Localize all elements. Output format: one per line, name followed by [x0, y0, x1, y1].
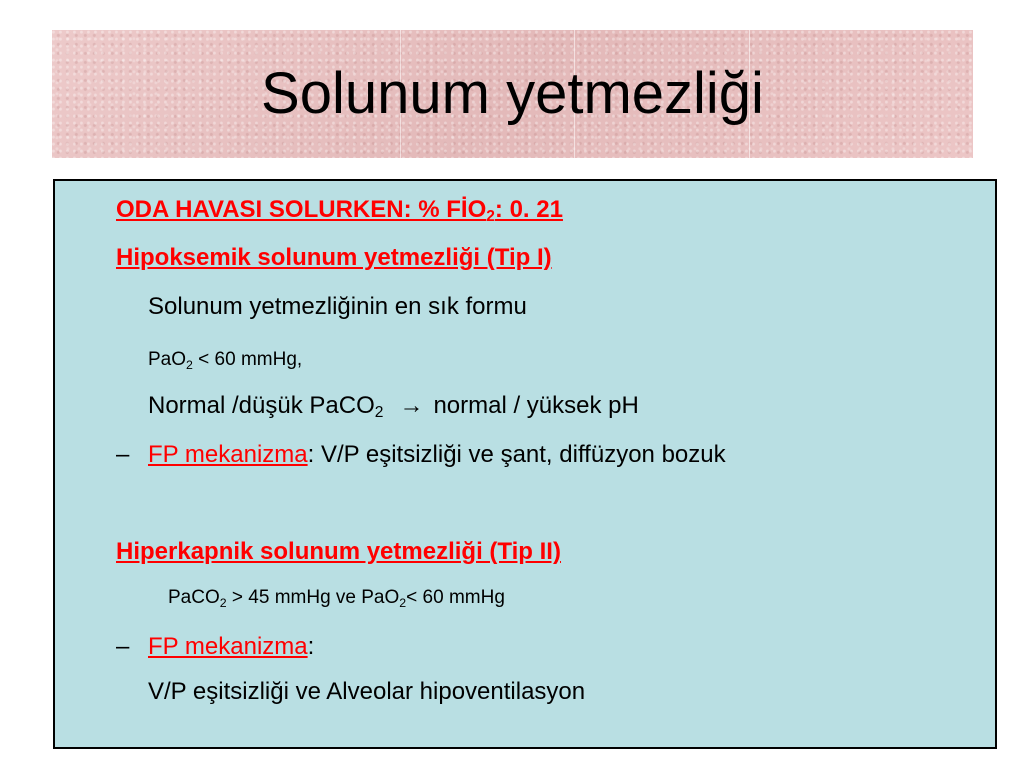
pao2-value: < 60 mmHg,: [192, 349, 303, 370]
dash-bullet: –: [116, 441, 130, 468]
room-air-suffix: : 0. 21: [494, 196, 563, 223]
type2-pao2-subscript: 2: [399, 596, 407, 610]
type2-mechanism-label: FP mekanizma: [148, 633, 308, 660]
content-box: [53, 179, 997, 749]
type2-criteria: [168, 583, 505, 613]
type1-mechanism-label: FP mekanizma: [148, 441, 308, 468]
type2-heading: Hiperkapnik solunum yetmezliği (Tip II): [116, 538, 561, 565]
type1-paco2-criterion: [148, 391, 639, 421]
type1-mechanism-text: : V/P eşitsizliği ve şant, diffüzyon bozuk: [307, 441, 726, 468]
type2-paco2-subscript: 2: [219, 596, 227, 610]
paco2-label: Normal /düşük PaCO: [148, 392, 375, 419]
dash-bullet: –: [116, 633, 130, 660]
type1-heading: Hipoksemik solunum yetmezliği (Tip I): [116, 244, 552, 271]
type1-mechanism: [116, 440, 726, 470]
type1-pao2-criterion: [148, 345, 302, 375]
pao2-label: PaO: [148, 349, 187, 370]
slide-title: Solunum yetmezliği: [261, 61, 764, 126]
type2-mechanism-colon: :: [307, 633, 315, 660]
paco2-result: normal / yüksek pH: [433, 392, 639, 419]
type2-mechanism-text: V/P eşitsizliği ve Alveolar hipoventilasyon: [148, 678, 586, 705]
room-air-prefix: ODA HAVASI SOLURKEN: % FİO: [116, 196, 487, 223]
type2-mechanism: [116, 632, 314, 662]
paco2-subscript: 2: [374, 404, 384, 421]
type2-paco2-label: PaCO: [168, 587, 220, 608]
pao2-subscript: 2: [186, 358, 193, 372]
type1-description: Solunum yetmezliğinin en sık formu: [148, 293, 527, 320]
room-air-heading: [116, 195, 563, 225]
type2-criteria-end: < 60 mmHg: [406, 587, 505, 608]
arrow-right-icon: →: [399, 392, 424, 419]
title-banner: [52, 30, 973, 158]
fio2-subscript: 2: [486, 208, 495, 225]
type2-criteria-middle: > 45 mmHg ve PaO: [226, 587, 400, 608]
